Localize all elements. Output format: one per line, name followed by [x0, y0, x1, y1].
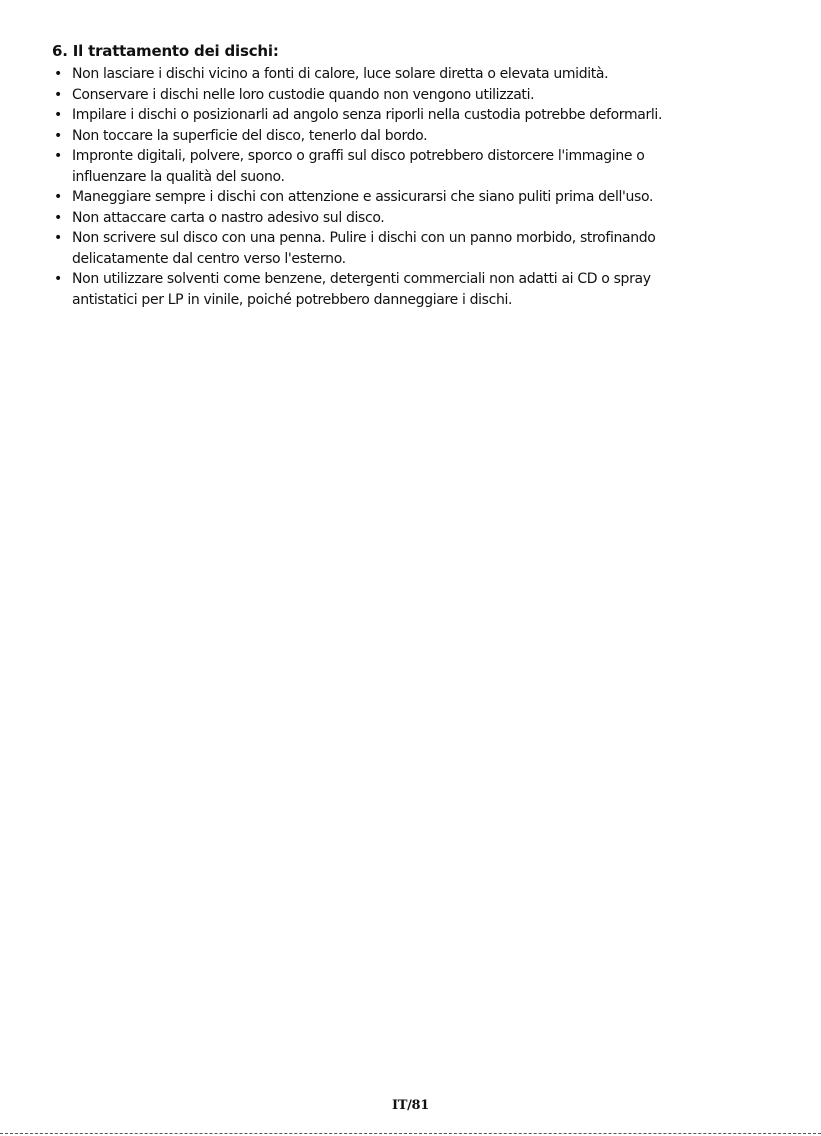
- list-item-text: Non scrivere sul disco con una penna. Pulire i dischi con un panno morbido, strofinando: [72, 230, 656, 246]
- list-item-text: Non lasciare i dischi vicino a fonti di calore, luce solare diretta o elevata umidità.: [72, 66, 609, 82]
- list-item-text: Conservare i dischi nelle loro custodie quando non vengono utilizzati.: [72, 86, 535, 103]
- bullet-icon: •: [54, 66, 62, 82]
- list-item: [52, 126, 812, 147]
- page-number: IT/81: [391, 1098, 430, 1113]
- list-item: [52, 105, 812, 126]
- bullet-icon: •: [54, 230, 62, 246]
- bullet-icon: •: [54, 127, 62, 144]
- bullet-icon: •: [54, 148, 62, 164]
- list-item-text: Impronte digitali, polvere, sporco o graffi sul disco potrebbero distorcere l'immagine o: [72, 148, 645, 164]
- list-item: [52, 85, 812, 106]
- bullet-icon: •: [54, 107, 62, 123]
- bullet-icon: •: [54, 271, 62, 287]
- bullet-icon: •: [54, 209, 62, 226]
- list-item: [52, 208, 812, 229]
- list-item: [52, 187, 812, 208]
- care-instructions-list: [52, 64, 812, 310]
- bottom-dashed-rule: [0, 1133, 821, 1134]
- list-item-text: Non attaccare carta o nastro adesivo sul disco.: [72, 209, 385, 226]
- list-item-text: Non toccare la superficie del disco, tenerlo dal bordo.: [72, 127, 428, 144]
- list-item: [52, 228, 812, 269]
- list-item-text: Impilare i dischi o posizionarli ad angolo senza riporli nella custodia potrebbe deformarli.: [72, 107, 663, 123]
- list-item-text: delicatamente dal centro verso l'esterno.: [72, 250, 346, 267]
- list-item: [52, 146, 812, 187]
- list-item-text: Non utilizzare solventi come benzene, detergenti commerciali non adatti ai CD o spray: [72, 271, 651, 287]
- list-item-text: influenzare la qualità del suono.: [72, 168, 285, 185]
- list-item-text: antistatici per LP in vinile, poiché potrebbero danneggiare i dischi.: [72, 291, 513, 308]
- bullet-icon: •: [54, 189, 62, 205]
- list-item: [52, 269, 812, 310]
- list-item: [52, 64, 812, 85]
- section-title: 6. Il trattamento dei dischi:: [52, 42, 279, 60]
- bullet-icon: •: [54, 86, 62, 103]
- list-item-text: Maneggiare sempre i dischi con attenzione e assicurarsi che siano puliti prima dell'uso.: [72, 189, 654, 205]
